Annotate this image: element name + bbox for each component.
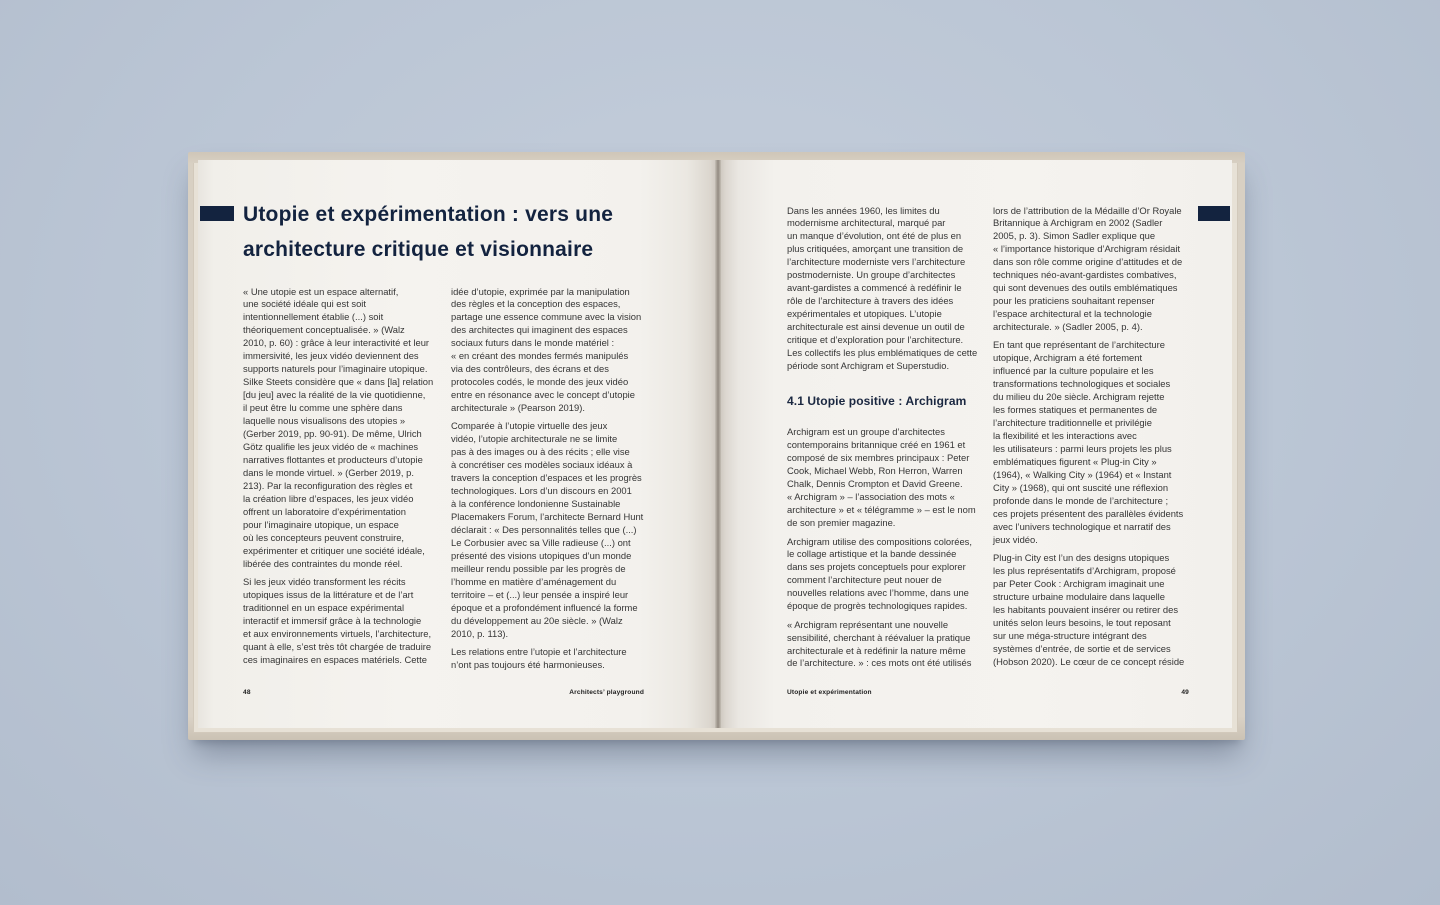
chapter-title — [243, 197, 613, 267]
right-page-column-2 — [993, 205, 1193, 675]
paragraph: Les relations entre l’utopie et l’architecture n’ont pas toujours été harmonieuses. — [451, 646, 627, 670]
chapter-title-line-2: architecture critique et visionnaire — [243, 237, 594, 261]
right-page-column-1 — [787, 205, 987, 676]
paragraph: Comparée à l’utopie virtuelle des jeux vidéo, l’utopie architecturale ne se limite pas à des images ou à des récits ; elle vise à concrétiser ces modèles sociaux idéaux à travers la conception d’espaces et les progrès technologiques. Lors d’un discours en 2001 à la conférence londonienne Sustainable Placemakers Forum, l’architecte Bernard Hunt déclarait : « Des personnalités telles que (...) Le Corbusier avec sa Ville radieuse (...) ont présenté des visions utopiques d’un monde meilleur rendu possible par les progrès de l’homme en matière d’aménagement du territoire – et (...) leur pensée a inspiré leur époque et a profondément influencé la forme du développement au 20e siècle. » (Walz 2010, p. 113). — [451, 420, 644, 639]
chapter-marker-bar — [200, 206, 234, 221]
left-page — [198, 160, 718, 728]
page-number: 48 — [243, 688, 251, 696]
paragraph: Archigram est un groupe d’architectes contemporains britannique créé en 1961 et composé de six membres principaux : Peter Cook, Michael Webb, Ron Herron, Warren Chalk, Dennis Crompton et David Greene. « Archigram » – l’association des mots « architecture » et « télégramme » – est le nom de son premier magazine. — [787, 426, 976, 529]
spine-crease — [715, 160, 721, 728]
running-title: Architects’ playground — [569, 688, 644, 696]
paragraph: idée d’utopie, exprimée par la manipulation des règles et la conception des espaces, partage une essence commune avec la vision des architectes qui imaginent des espaces sociaux futurs dans le monde matériel : « en créant des mondes fermés manipulés via des contrôleurs, des écrans et des protocoles codés, le monde des jeux vidéo entre en résonance avec le concept d’utopie architecturale » (Pearson 2019). — [451, 285, 642, 414]
paragraph: « Une utopie est un espace alternatif, une société idéale qui est soit intentionnellement établie (...) soit théoriquement conceptualisée. » (Walz 2010, p. 60) : grâce à leur interactivité et leur immersivité, les jeux vidéo deviennent des supports naturels pour l’imaginaire utopique. Silke Steets considère que « dans [la] relation [du jeu] avec la réalité de la vie quotidienne, il peut être lu comme une sphère dans laquelle nous visualisons des utopies » (Gerber 2019, pp. 90-91). De même, Ulrich Götz qualifie les jeux vidéo de « machines narratives flottantes et producteurs d’utopie dans le monde virtuel. » (Gerber 2019, p. 213). Par la reconfiguration des règles et la création libre d’espaces, les jeux vidéo offrent un laboratoire d’expérimentation pour l’imaginaire utopique, un espace où les concepteurs peuvent construire, expérimenter et critiquer une société idéale, libérée des contraintes du monde réel. — [243, 285, 434, 569]
paragraph: « Archigram représentant une nouvelle sensibilité, cherchant à réévaluer la pratique architecturale et à redéfinir la nature même de l’architecture. » : ces mots ont été utilisés — [787, 618, 972, 669]
paragraph: Dans les années 1960, les limites du modernisme architectural, marqué par un manque d’évolution, ont été de plus en plus critiquées, amorçant une transition de l’architecture moderniste vers l’architecture postmoderniste. Un groupe d’architectes avant-gardistes a commencé à redéfinir le rôle de l’architecture à travers des idées expérimentales et utopiques. L’utopie architecturale est ainsi devenue un outil de critique et d’exploration pour l’architecture. Les collectifs les plus emblématiques de cette période sont Archigram et Superstudio. — [787, 204, 978, 371]
paragraph: Plug-in City est l’un des designs utopiques les plus représentatifs d’Archigram, proposé par Peter Cook : Archigram imaginait une structure urbaine modulaire dans laquelle les habitants pouvaient insérer ou retirer des unités selon leurs besoins, le tout reposant sur une méga-structure intégrant des systèmes d’entrée, de sortie et de services (Hobson 2020). Le cœur de ce concept réside — [993, 552, 1185, 667]
left-page-column-2 — [451, 286, 651, 678]
paragraph: En tant que représentant de l’architecture utopique, Archigram a été fortement influencé par la culture populaire et les transformations technologiques et sociales du milieu du 20e siècle. Archigram rejette les formes statiques et permanentes de l’architecture traditionnelle et privilégie la flexibilité et les interactions avec les utilisateurs : parmi leurs projets les plus emblématiques figurent « Plug-in City » (1964), « Walking City » (1964) et « Instant City » (1968), qui ont suscité une réflexion profonde dans le monde de l’architecture ; ces projets présentent des parallèles évidents avec l’univers technologique et narratif des jeux vidéo. — [993, 339, 1184, 545]
right-page — [718, 160, 1232, 728]
paragraph: lors de l’attribution de la Médaille d’Or Royale Britannique à Archigram en 2002 (Sadler 2005, p. 3). Simon Sadler explique que « l’importance historique d’Archigram résidait dans son rôle comme origine d’attitudes et de techniques néo-avant-gardistes combatives, qui sont devenues des outils emblématiques pour les praticiens souhaitant repenser l’espace architectural et la technologie architecturale. » (Sadler 2005, p. 4). — [993, 204, 1183, 333]
section-heading: 4.1 Utopie positive : Archigram — [787, 393, 967, 408]
chapter-marker-bar — [1198, 206, 1230, 221]
chapter-title-line-1: Utopie et expérimentation : vers une — [243, 202, 614, 226]
page-number: 49 — [1181, 688, 1189, 696]
paragraph: Si les jeux vidéo transforment les récits utopiques issus de la littérature et de l’art traditionnel en un espace expérimental interactif et immersif grâce à la technologie et aux environnements virtuels, l’architecture, quant à elle, s’est très tôt chargée de traduire ces imaginaires en espaces matériels. Cette — [243, 575, 432, 665]
paragraph: Archigram utilise des compositions colorées, le collage artistique et la bande dessinée dans ses projets conceptuels pour explorer comment l’architecture peut nouer de nouvelles relations avec l’homme, dans une époque de progrès technologiques rapides. — [787, 535, 972, 612]
left-page-column-1 — [243, 286, 443, 672]
running-title: Utopie et expérimentation — [787, 688, 872, 696]
